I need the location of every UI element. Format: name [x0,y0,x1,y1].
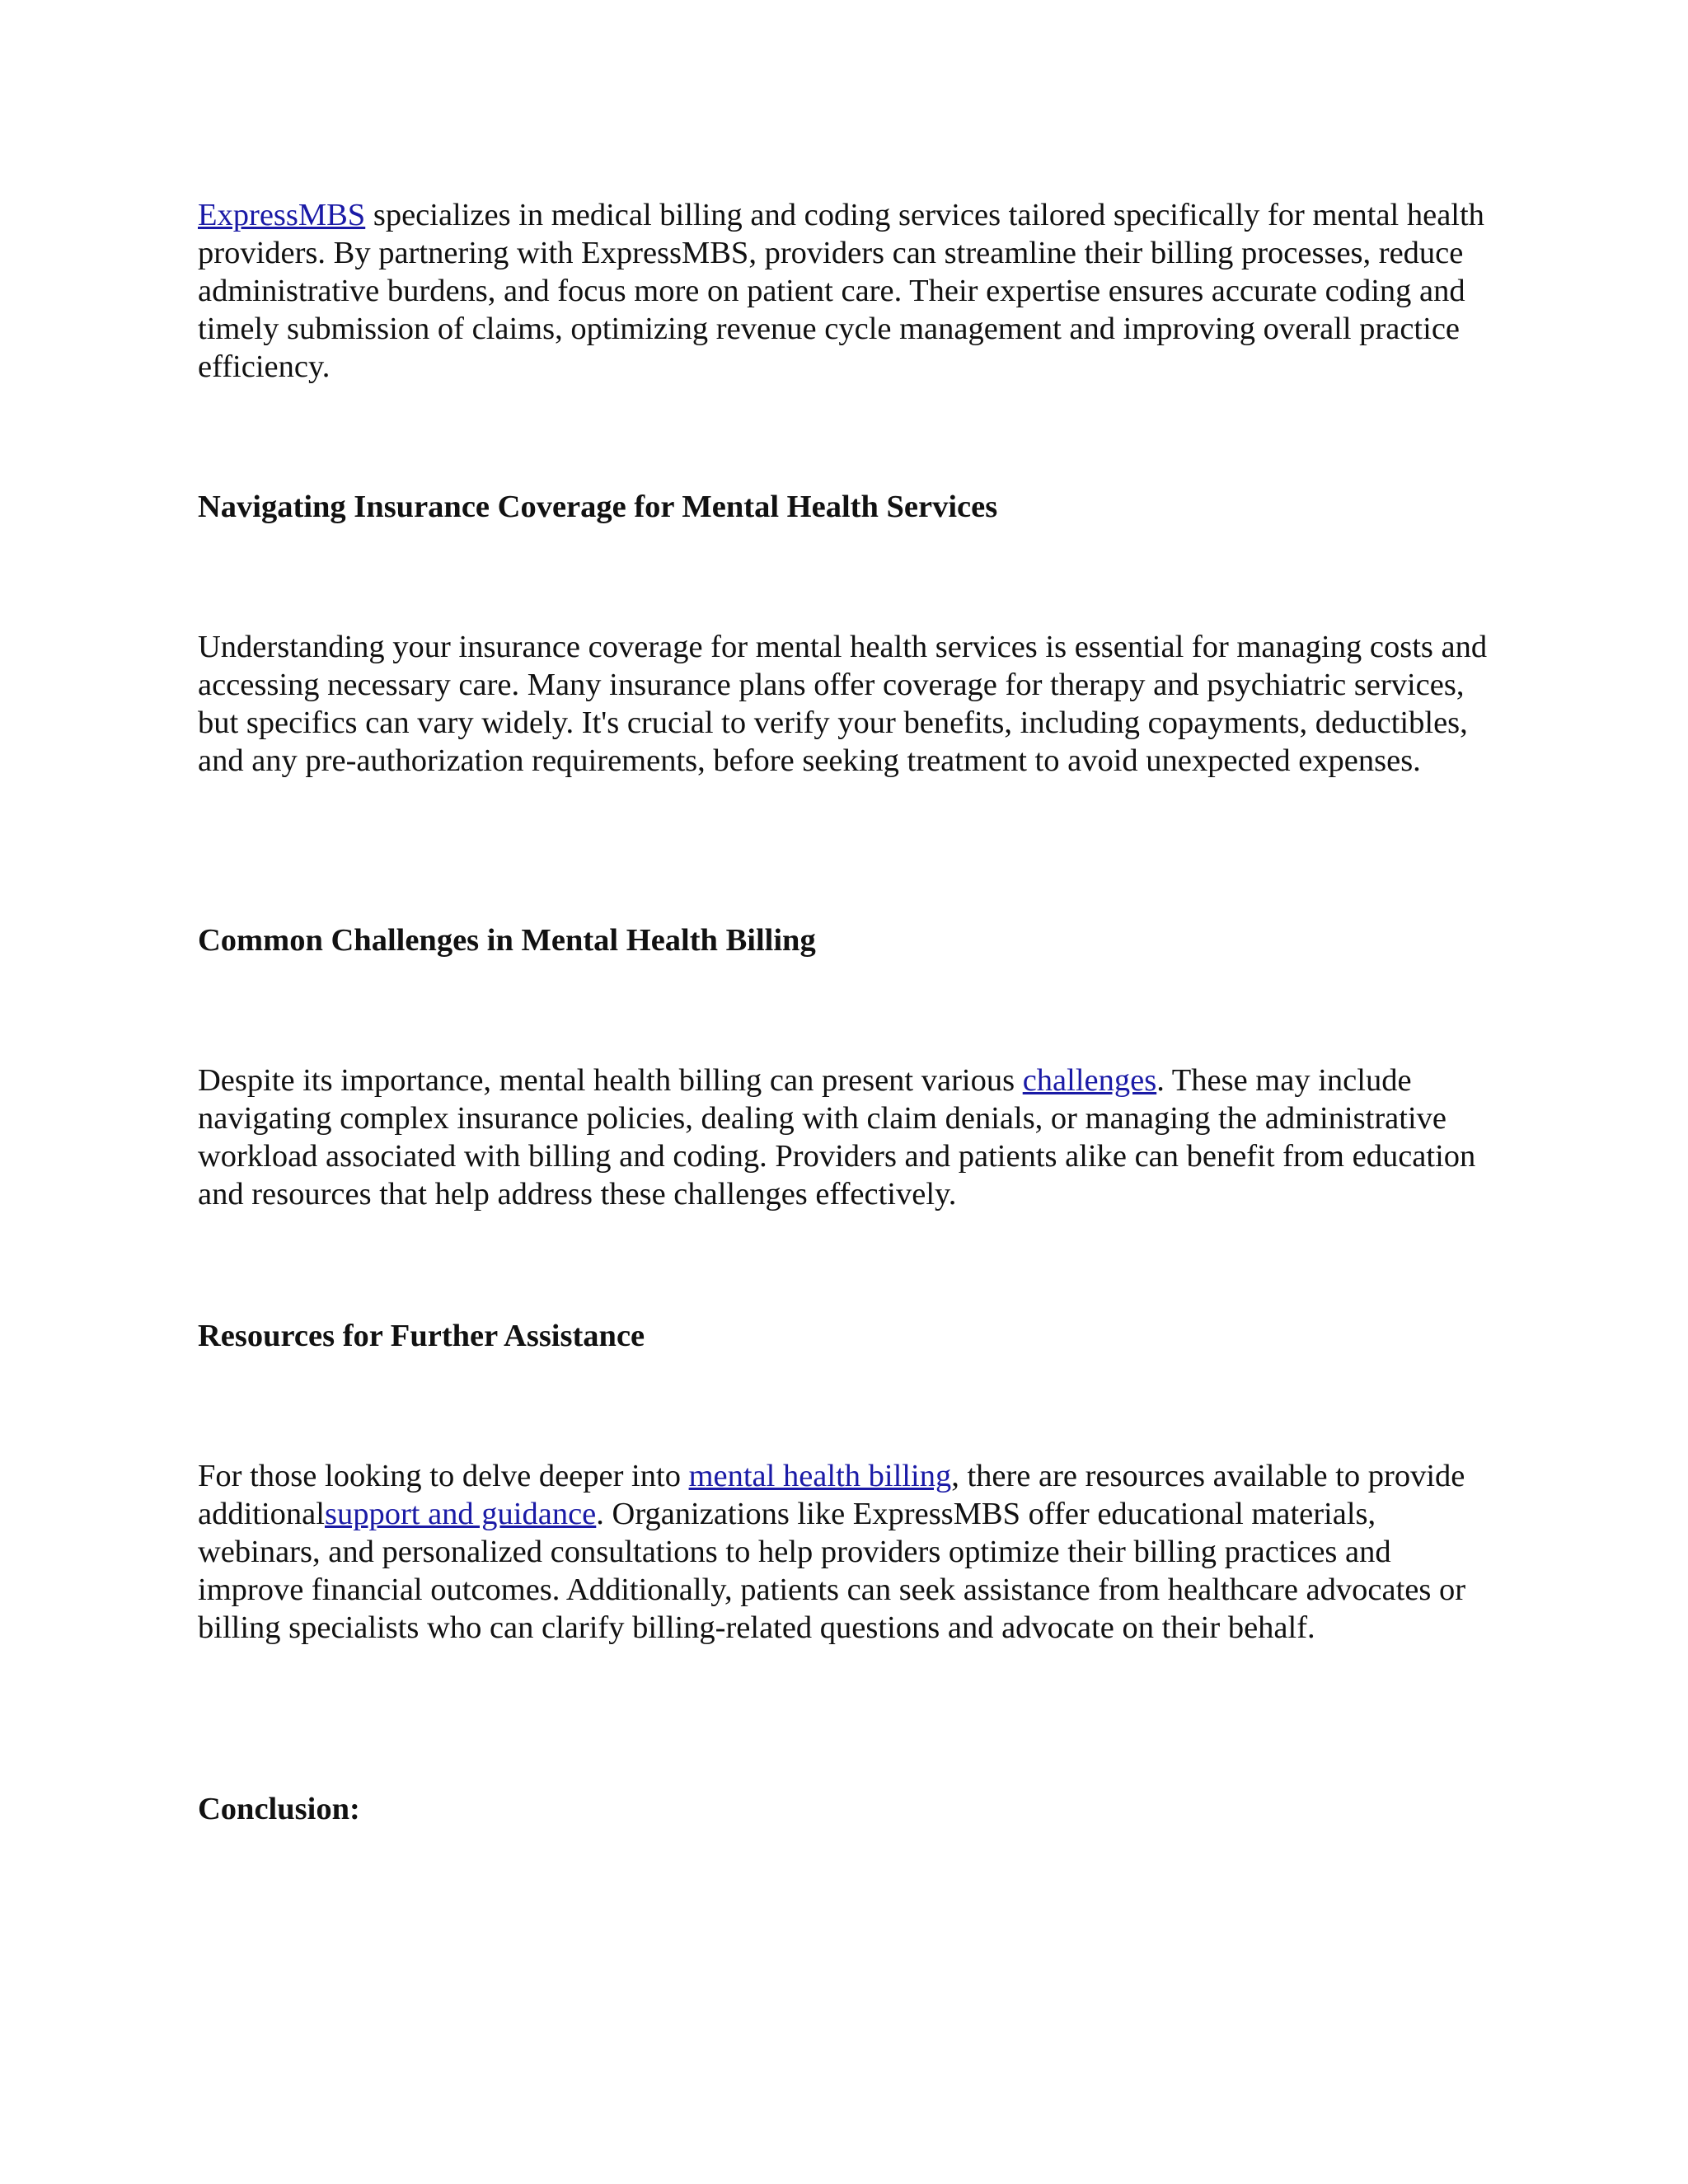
heading-resources: Resources for Further Assistance [198,1319,645,1353]
heading-common-challenges: Common Challenges in Mental Health Billing [198,923,816,958]
challenges-paragraph [198,1062,1500,1213]
support-guidance-link[interactable]: support and guidance [324,1497,597,1531]
resources-text-after: . Organizations like ExpressMBS offer educational materials, webinars, and personalized consultations to help providers optimize their billing practices and improve financial outcomes. Additionally, patients can seek assistance from healthcare advocates or billing specialists who can clarify billing-related questions and advocate on their behalf. [198,1497,1466,1645]
insurance-paragraph: Understanding your insurance coverage for mental health services is essential for managing costs and accessing necessary care. Many insurance plans offer coverage for therapy and psychiatric services, but specifics can vary widely. It's crucial to verify your benefits, including copayments, deductibles, and any pre-authorization requirements, before seeking treatment to avoid unexpected expenses. [198,630,1488,778]
resources-paragraph [198,1457,1500,1647]
resources-text-before: For those looking to delve deeper into [198,1459,689,1493]
challenges-text-after: . These may include navigating complex insurance policies, dealing with claim denials, or managing the administrative workload associated with billing and coding. Providers and patients alike can benefit from education and resources that help address these challenges effectively. [198,1063,1476,1212]
mental-health-billing-link[interactable]: mental health billing [688,1459,952,1493]
intro-paragraph-text: specializes in medical billing and coding services tailored specifically for mental health providers. By partnering with ExpressMBS, providers can streamline their billing processes, reduce administrative burdens, and focus more on patient care. Their expertise ensures accurate coding and timely submission of claims, optimizing revenue cycle management and improving overall practice efficiency. [198,198,1484,384]
heading-insurance-coverage: Navigating Insurance Coverage for Mental Health Services [198,490,998,524]
challenges-link[interactable]: challenges [1022,1063,1157,1098]
challenges-text-before: Despite its importance, mental health billing can present various [198,1063,1023,1098]
expressmbs-link[interactable]: ExpressMBS [198,198,366,232]
intro-paragraph [198,196,1500,386]
resources-text-middle: , there are resources available to provide additional [198,1459,1465,1531]
heading-conclusion: Conclusion: [198,1792,360,1826]
